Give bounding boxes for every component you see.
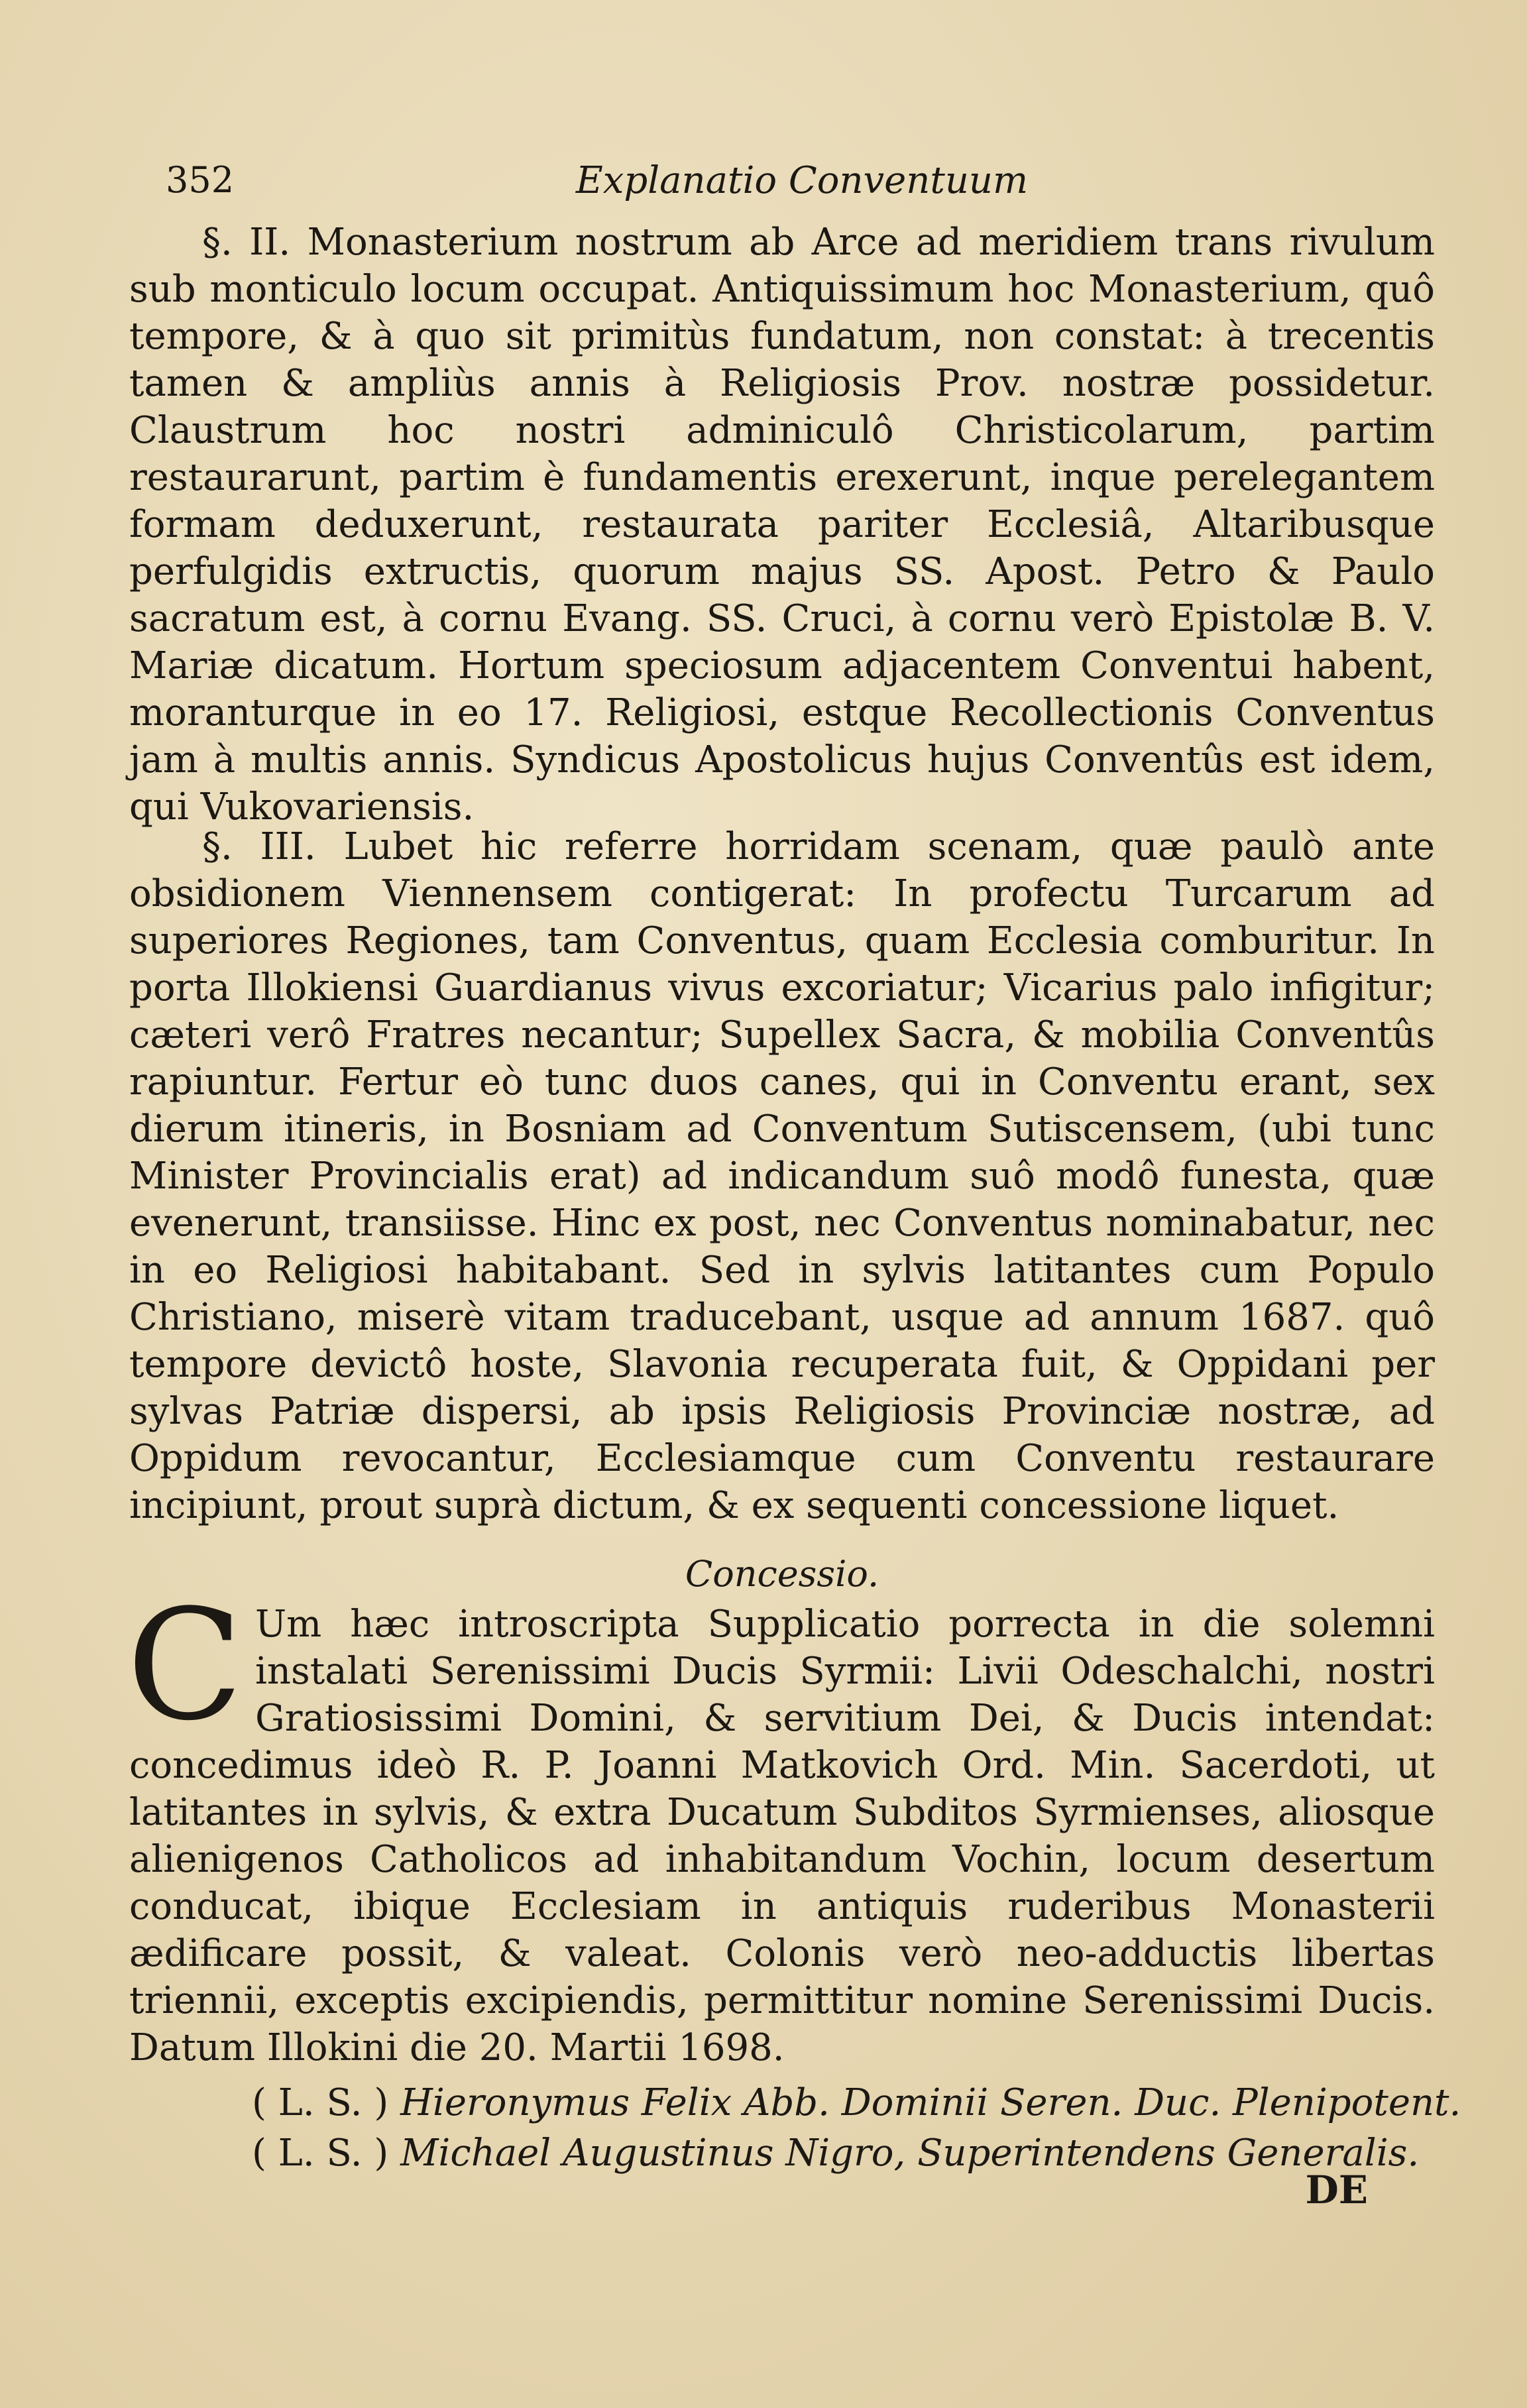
catchword: DE bbox=[1305, 2167, 1368, 2212]
seal-mark: ( L. S. ) bbox=[252, 2081, 389, 2124]
signatory-name: Hieronymus Felix Abb. Dominii Seren. Duc. Plenipotent. bbox=[400, 2081, 1461, 2124]
signatory-name: Michael Augustinus Nigro, Superintendens Generalis. bbox=[400, 2132, 1420, 2175]
section-iii bbox=[129, 823, 1435, 1529]
concessio-body: Um hæc introscripta Supplicatio porrecta in die solemni instalati Serenissimi Ducis Syrmii: Livii Odeschalchi, nostri Gratiosissimi Domini, & servitium Dei, & Ducis intendat: concedimus ideò R. P. Joanni Matkovich Ord. Min. Sacerdoti, ut latitantes in sylvis, & extra Ducatum Subditos Syrmienses, aliosque alienigenos Catholicos ad inhabitandum Vochin, locum desertum conducat, ibique Ecclesiam in antiquis ruderibus Monasterii ædificare possit, & valeat. Colonis verò neo-adductis libertas triennii, exceptis excipiendis, permittitur nomine Serenissimi Ducis. Datum Illokini die 20. Martii 1698. bbox=[129, 1603, 1435, 2069]
page-header bbox=[166, 159, 1438, 219]
concessio-heading: Concessio. bbox=[685, 1553, 879, 1595]
paragraph-section-ii: §. II. Monasterium nostrum ab Arce ad meridiem trans rivulum sub monticulo locum occupat. Antiquissimum hoc Monasterium, quô tempore, & à quo sit primitùs fundatum, non constat: à trecentis tamen & ampliùs annis à Religiosis Prov. nostræ possidetur. Claustrum hoc nostri adminiculô Christicolarum, partim restaurarunt, partim è fundamentis erexerunt, inque perelegantem formam deduxerunt, restaurata pariter Ecclesiâ, Altaribusque perfulgidis extructis, quorum majus SS. Apost. Petro & Paulo sacratum est, à cornu Evang. SS. Cruci, à cornu verò Epistolæ B. V. Mariæ dicatum. Hortum speciosum adjacentem Conventui habent, moranturque in eo 17. Religiosi, estque Recollectionis Conventus jam à multis annis. Syndicus Apostolicus hujus Conventûs est idem, qui Vukovariensis. bbox=[129, 221, 1435, 829]
concessio-text bbox=[127, 1577, 1435, 2071]
paragraph-section-iii: §. III. Lubet hic referre horridam scenam, quæ paulò ante obsidionem Viennensem contigerat: In profectu Turcarum ad superiores Regiones, tam Conventus, quam Ecclesia comburitur. In porta Illokiensi Guardianus vivus excoriatur; Vicarius palo infigitur; cæteri verô Fratres necantur; Supellex Sacra, & mobilia Conventûs rapiuntur. Fertur eò tunc duos canes, qui in Conventu erant, sex dierum itineris, in Bosniam ad Conventum Sutiscensem, (ubi tunc Minister Provincialis erat) ad indicandum suô modô funesta, quæ evenerunt, transiisse. Hinc ex post, nec Conventus nominabatur, nec in eo Religiosi habitabant. Sed in sylvis latitantes cum Populo Christiano, miserè vitam traducebant, usque ad annum 1687. quô tempore devictô hoste, Slavonia recuperata fuit, & Oppidani per sylvas Patriæ dispersi, ab ipsis Religiosis Provinciæ nostræ, ad Oppidum revocantur, Ecclesiamque cum Conventu restaurare incipiunt, prout suprà dictum, & ex sequenti concessione liquet. bbox=[129, 825, 1435, 1527]
section-ii bbox=[129, 219, 1435, 831]
seal-mark: ( L. S. ) bbox=[252, 2132, 389, 2175]
page-number: 352 bbox=[166, 159, 235, 201]
signature-line bbox=[252, 2128, 1435, 2179]
concessio-block bbox=[127, 1548, 1461, 2179]
drop-cap: C bbox=[127, 1577, 243, 1754]
running-title: Explanatio Conventuum bbox=[575, 159, 1029, 202]
signature-line bbox=[252, 2078, 1461, 2128]
